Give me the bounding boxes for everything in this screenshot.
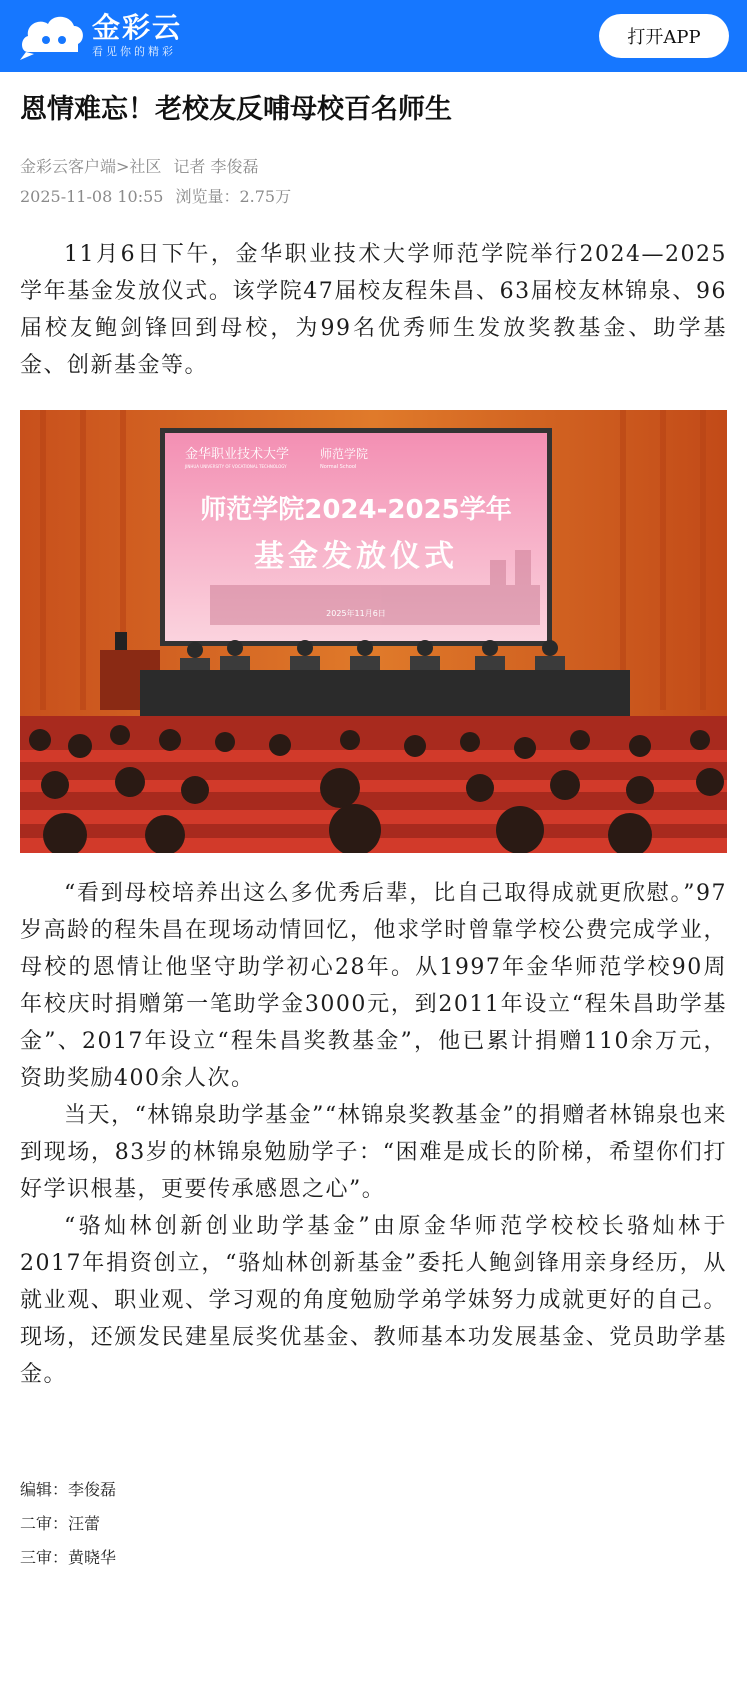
app-header <box>0 0 747 72</box>
logo-slogan: 看见你的精彩 <box>92 45 176 58</box>
screen-date: 2025年11月6日 <box>326 609 386 618</box>
article-datetime: 2025-11-08 10:55 <box>20 187 164 206</box>
credit-label: 编辑： <box>20 1480 69 1499</box>
open-app-button[interactable]: 打开APP <box>599 14 729 58</box>
article-title: 恩情难忘！老校友反哺母校百名师生 <box>20 94 452 125</box>
screen-line2: 基金发放仪式 <box>254 539 458 574</box>
cloud-logo-icon <box>18 8 86 64</box>
views-count: 2.75万 <box>239 187 292 206</box>
screen-logo-right-en: Normal School <box>320 464 357 470</box>
article-meta <box>20 152 727 212</box>
article-paragraph: 当天，“林锦泉助学基金”“林锦泉奖教基金”的捐赠者林锦泉也来到现场，83岁的林锦泉勉励学子：“困难是成长的阶梯，希望你们打好学识根基，更要传承感恩之心”。 <box>20 1103 727 1202</box>
app-logo[interactable] <box>18 8 182 64</box>
article-source[interactable]: 金彩云客户端>社区 <box>20 157 162 176</box>
article-paragraph: “骆灿林创新创业助学基金”由原金华师范学校校长骆灿林于2017年捐资创立，“骆灿林创新基金”委托人鲍剑锋用亲身经历，从就业观、职业观、学习观的角度勉励学弟学妹努力成就更好的自己。现场，还颁发民建星辰奖优基金、教师基本功发展基金、党员助学基金。 <box>20 1214 727 1387</box>
ceremony-photo-drawing <box>20 410 727 853</box>
article-paragraph: 11月6日下午，金华职业技术大学师范学院举行2024—2025学年基金发放仪式。该学院47届校友程朱昌、63届校友林锦泉、96届校友鲍剑锋回到母校，为99名优秀师生发放奖教基金、助学基金、创新基金等。 <box>20 242 727 378</box>
credit-editor <box>20 1473 727 1507</box>
credit-label: 三审： <box>20 1548 69 1567</box>
article-paragraph: “看到母校培养出这么多优秀后辈，比自己取得成就更欣慰。”97岁高龄的程朱昌在现场动情回忆，他求学时曾靠学校公费完成学业，母校的恩情让他坚守助学初心28年。从1997年金华师范学校90周年校庆时捐赠第一笔助学金3000元，到2011年设立“程朱昌助学基金”、2017年设立“程朱昌奖教基金”，他已累计捐赠110余万元，资助奖励400余人次。 <box>20 881 727 1091</box>
article-reporter: 记者 李俊磊 <box>173 157 259 176</box>
screen-logo-left-en: JINHUA UNIVERSITY OF VOCATIONAL TECHNOLOGY <box>185 464 287 469</box>
article <box>0 90 747 1575</box>
screen-logo-left: 金华职业技术大学 <box>185 447 290 462</box>
screen-line1: 师范学院2024-2025学年 <box>200 495 512 525</box>
views-label: 浏览量： <box>175 187 240 206</box>
credit-name: 黄晓华 <box>68 1548 117 1567</box>
credit-name: 李俊磊 <box>68 1480 117 1499</box>
credit-third-review <box>20 1541 727 1575</box>
credit-second-review <box>20 1507 727 1541</box>
credit-name: 汪蕾 <box>68 1514 101 1533</box>
article-credits <box>20 1473 727 1575</box>
screen-logo-right: 师范学院 <box>320 447 369 461</box>
ceremony-photo[interactable] <box>20 410 727 853</box>
article-body <box>20 875 727 1393</box>
credit-label: 二审： <box>20 1514 69 1533</box>
logo-title: 金彩云 <box>92 11 183 44</box>
